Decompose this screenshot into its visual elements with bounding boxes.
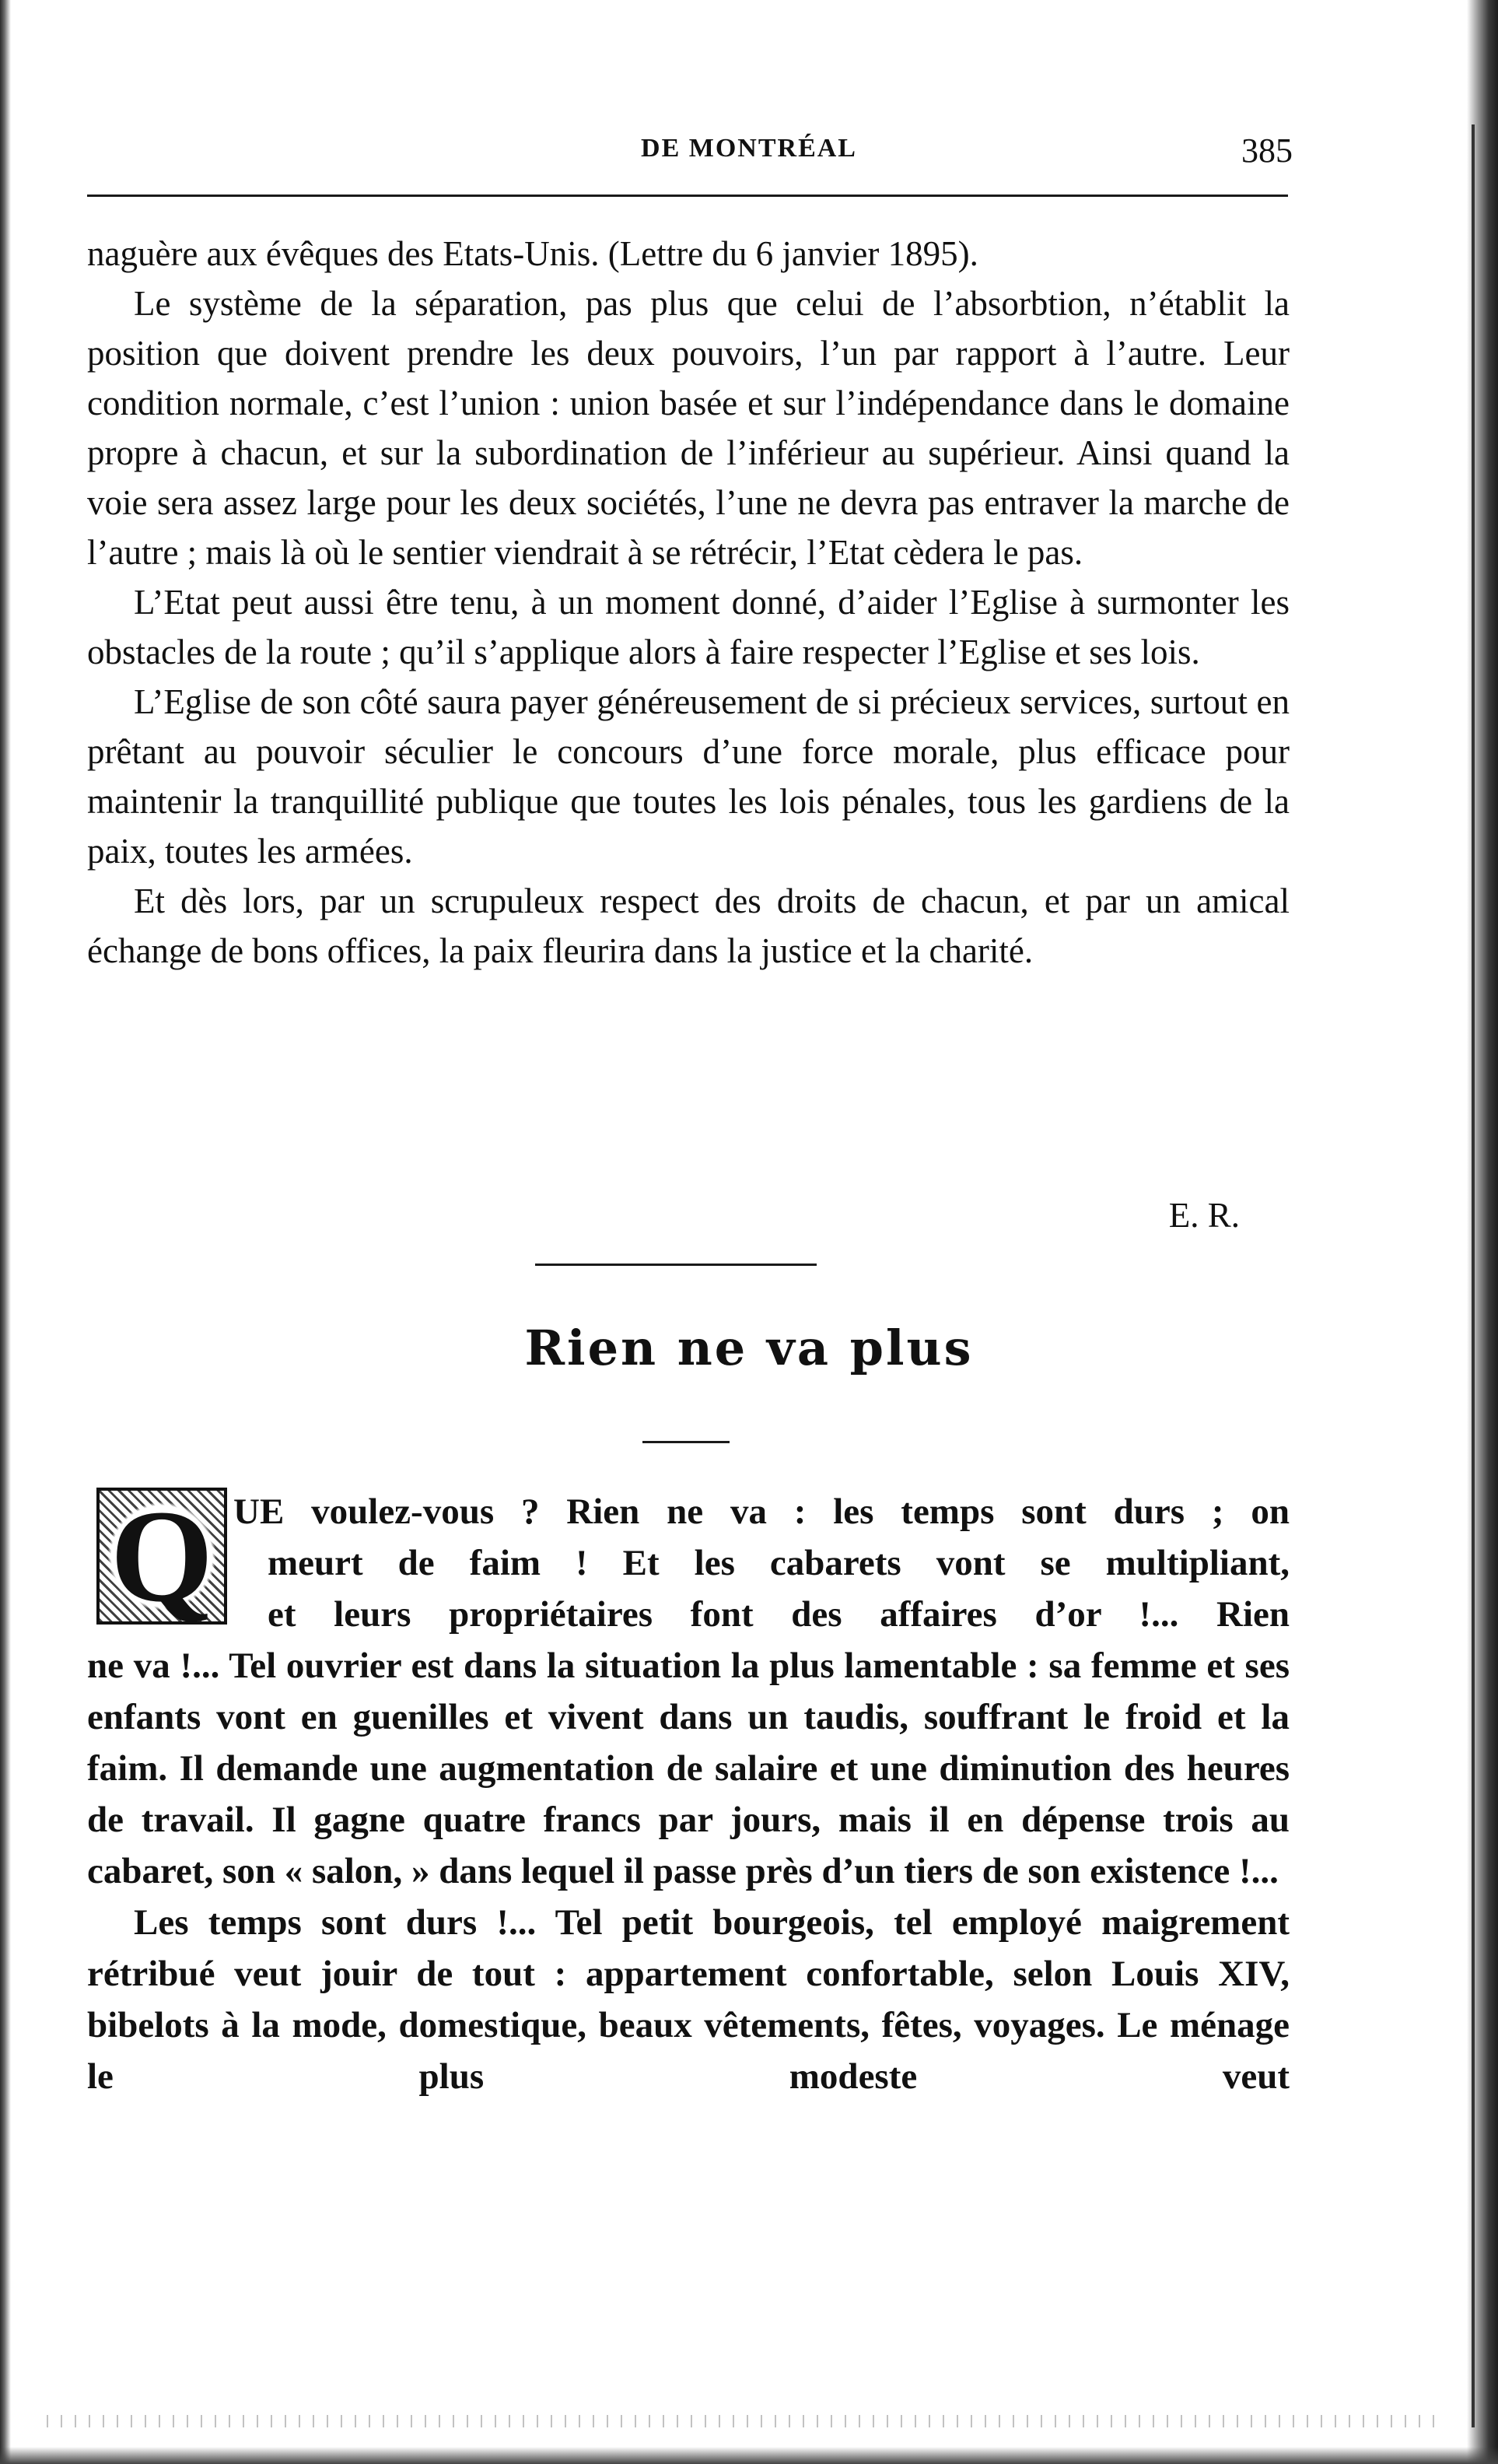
paragraph: Et dès lors, par un scrupuleux respect des droits de chacun, et par un amical échange de bons offices, la paix fleurira dans la justice et la charité. <box>87 882 1290 970</box>
scan-edge-left <box>0 0 11 2464</box>
running-title: DE MONTRÉAL <box>641 134 857 163</box>
article-body <box>87 1640 1290 2102</box>
page-number: 385 <box>1241 131 1293 170</box>
paragraph: L’Eglise de son côté saura payer généreusement de si précieux services, surtout en prêtant au pouvoir séculier le concours d’une force morale, plus efficace pour maintenir la tranquillité publique que toutes les lois pénales, tous les gardiens de la paix, toutes les armées. <box>87 682 1290 871</box>
dropcap-line: meurt de faim ! Et les cabarets vont se multipliant, <box>268 1543 1290 1583</box>
running-head <box>0 131 1498 170</box>
binding-edge-line <box>1472 124 1475 2427</box>
dropcap-line: UE voulez-vous ? Rien ne va : les temps sont durs ; on <box>233 1491 1290 1532</box>
ornamental-dropcap <box>96 1483 227 1629</box>
scan-edge-bottom <box>0 2447 1498 2464</box>
author-signature: E. R. <box>1168 1196 1240 1235</box>
article-title: Rien ne va plus <box>524 1320 974 1376</box>
header-rule <box>87 195 1288 197</box>
previous-article-text <box>87 229 1290 976</box>
paragraph: naguère aux évêques des Etats-Unis. (Lettre du 6 janvier 1895). <box>87 234 978 273</box>
title-rule <box>642 1441 730 1443</box>
scan-noise <box>47 2415 1447 2427</box>
paragraph: Le système de la séparation, pas plus que celui de l’absorbtion, n’établit la position que doivent prendre les deux pouvoirs, l’un par rapport à l’autre. Leur condition normale, c’est l’union : union basée et sur l’indépendance dans le domaine propre à chacun, et sur la subordination de l’inférieur au supérieur. Ainsi quand la voie sera assez large pour les deux sociétés, l’une ne devra pas entraver la marche de l’autre ; mais là où le sentier viendrait à se rétrécir, l’Etat cèdera le pas. <box>87 284 1290 572</box>
paragraph: ne va !... Tel ouvrier est dans la situation la plus lamentable : sa femme et ses enfants vont en guenilles et vivent dans un taudis, souffrant le froid et la faim. Il demande une augmentation de salaire et une diminution des heures de travail. Il gagne quatre francs par jours, mais il en dépense trois au cabaret, son « salon, » dans lequel il passe près d’un tiers de son existence !... <box>87 1646 1290 1891</box>
section-separator <box>535 1264 817 1266</box>
dropcap-line: et leurs propriétaires font des affaires d’or !... Rien <box>268 1594 1290 1635</box>
paragraph: L’Etat peut aussi être tenu, à un moment donné, d’aider l’Eglise à surmonter les obstacles de la route ; qu’il s’applique alors à faire respecter l’Eglise et ses lois. <box>87 583 1290 671</box>
paragraph: Les temps sont durs !... Tel petit bourgeois, tel employé maigrement rétribué veut jouir de tout : appartement confortable, selon Louis XIV, bibelots à la mode, domestique, beaux vêtements, fêtes, voyages. Le ménage le plus modeste veut <box>87 1902 1290 2097</box>
dropcap-letter: Q <box>100 1491 224 1621</box>
